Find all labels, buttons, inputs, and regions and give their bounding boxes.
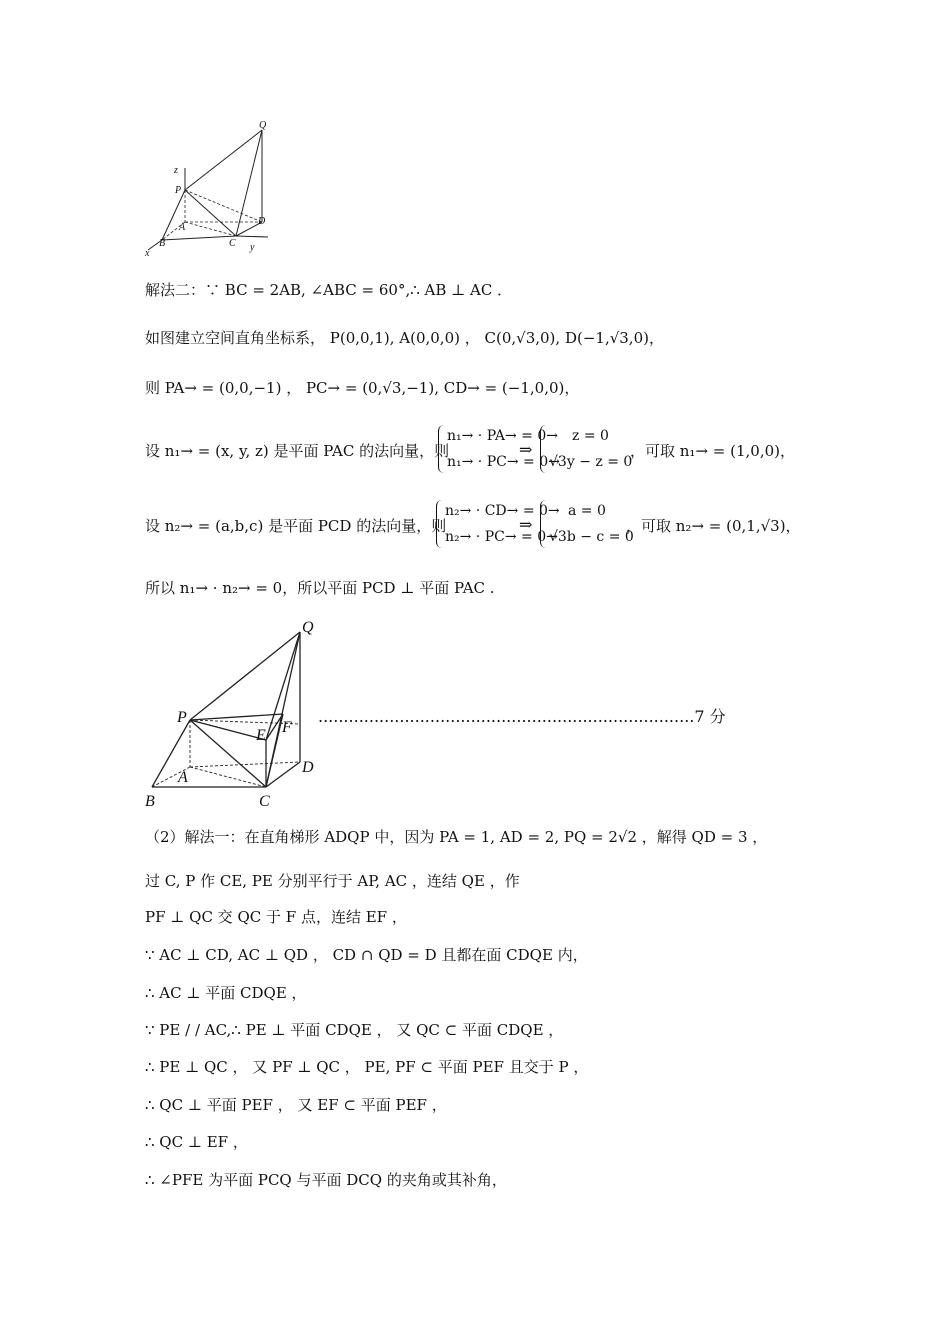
- normal-n2-result: ，可取 n₂→ = (0,1,√3)，: [626, 517, 801, 535]
- system1-left-bottom: n₁→ · PC→ = 0→: [447, 454, 560, 470]
- conclusion-line: 所以 n₁→ · n₂→ = 0，所以平面 PCD ⊥ 平面 PAC .: [145, 579, 495, 597]
- fig1-label-y: y: [250, 242, 255, 253]
- system1-right-bottom: √3y − z = 0: [549, 454, 633, 470]
- part2-line-5: ∴ AC ⊥ 平面 CDQE ，: [145, 984, 307, 1002]
- fig1-label-z: z: [174, 165, 178, 176]
- system1-implies-arrow: ⇒: [519, 440, 533, 459]
- system2-right-top: a = 0: [568, 503, 606, 519]
- part2-line-2: 过 C, P 作 CE, PE 分别平行于 AP, AC ，连结 QE ，作: [145, 872, 520, 890]
- fig1-label-P: P: [175, 185, 182, 196]
- system2-left-top: n₂→ · CD→ = 0→: [445, 503, 560, 519]
- score-marker: ..........................................................................7 分: [318, 707, 726, 726]
- normal-n2-intro: 设 n₂→ = (a,b,c) 是平面 PCD 的法向量，则: [145, 517, 447, 535]
- part2-line-10: ∴ ∠PFE 为平面 PCQ 与平面 DCQ 的夹角或其补角，: [145, 1171, 507, 1189]
- fig1-label-C: C: [229, 238, 236, 249]
- part2-line-3: PF ⊥ QC 交 QC 于 F 点，连结 EF ，: [145, 908, 407, 926]
- normal-n1-result: ，可取 n₁→ = (1,0,0)，: [630, 442, 795, 460]
- fig2-label-P: P: [177, 709, 187, 726]
- part2-line-9: ∴ QC ⊥ EF ，: [145, 1133, 248, 1151]
- figure-2-pyramid-diagram: [140, 612, 330, 812]
- fig2-label-A: A: [178, 769, 188, 786]
- part2-line-6: ∵ PE / / AC,∴ PE ⊥ 平面 CDQE ， 又 QC ⊂ 平面 CDQE ，: [145, 1021, 564, 1039]
- normal-n1-intro: 设 n₁→ = (x, y, z) 是平面 PAC 的法向量，则: [145, 442, 450, 460]
- system2-left-bottom: n₂→ · PC→ = 0→: [445, 529, 558, 545]
- fig2-label-C: C: [259, 793, 270, 810]
- fig1-label-Q: Q: [259, 120, 267, 131]
- part2-line-4: ∵ AC ⊥ CD, AC ⊥ QD ， CD ∩ QD = D 且都在面 CDQE 内，: [145, 946, 588, 964]
- system2-left-brace: [436, 500, 443, 548]
- part2-line-8: ∴ QC ⊥ 平面 PEF ， 又 EF ⊂ 平面 PEF ，: [145, 1096, 447, 1114]
- system2-right-brace: [540, 500, 547, 548]
- coordinate-setup-line: 如图建立空间直角坐标系， P(0,0,1), A(0,0,0) ， C(0,√3,0), D(−1,√3,0)，: [145, 329, 664, 347]
- system1-left-brace: [438, 425, 445, 473]
- system1-left-top: n₁→ · PA→ = 0→: [447, 428, 558, 444]
- fig2-label-Q: Q: [302, 619, 314, 636]
- system2-right-bottom: √3b − c = 0: [549, 529, 634, 545]
- system2-implies-arrow: ⇒: [519, 515, 533, 534]
- fig1-label-B: B: [159, 238, 166, 249]
- fig1-label-D: D: [258, 216, 266, 227]
- fig1-label-A: A: [179, 222, 186, 233]
- fig2-label-F: F: [282, 719, 292, 736]
- part2-line-7: ∴ PE ⊥ QC ， 又 PF ⊥ QC ， PE, PF ⊂ 平面 PEF 且交于 P ，: [145, 1058, 589, 1076]
- fig2-label-B: B: [145, 793, 155, 810]
- system1-right-brace: [540, 425, 547, 473]
- part2-line-1: （2）解法一：在直角梯形 ADQP 中，因为 PA = 1, AD = 2, PQ = 2√2 ，解得 QD = 3 ，: [145, 828, 768, 846]
- fig2-label-D: D: [302, 759, 314, 776]
- figure-1-coordinate-diagram: [140, 118, 280, 260]
- vector-line: 则 PA→ = (0,0,−1) ， PC→ = (0,√3,−1), CD→ = (−1,0,0)，: [145, 379, 580, 397]
- fig2-label-E: E: [256, 727, 266, 744]
- solution-2-intro: 解法二：∵ BC = 2AB, ∠ABC = 60°,∴ AB ⊥ AC ．: [145, 281, 513, 299]
- fig1-label-x: x: [145, 248, 150, 259]
- system1-right-top: z = 0: [572, 428, 609, 444]
